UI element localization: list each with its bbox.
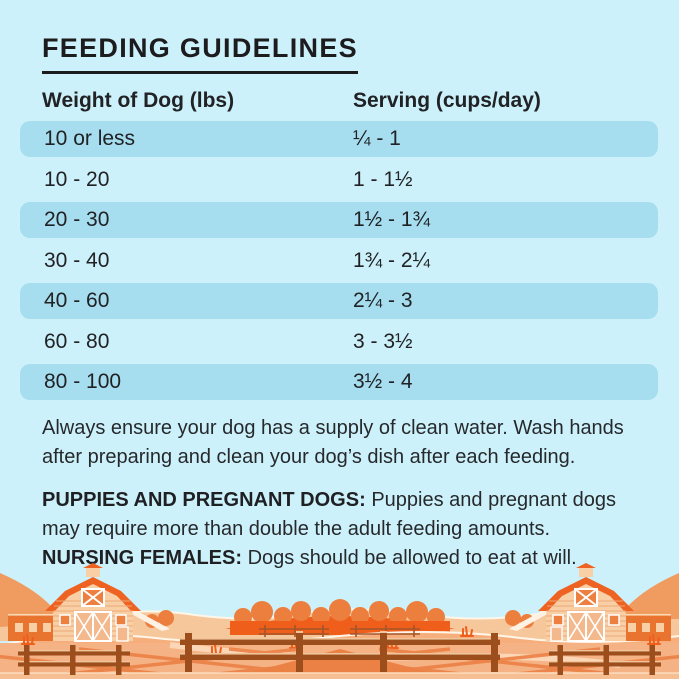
weight-cell: 10 - 20 <box>44 167 110 191</box>
table-row <box>20 283 658 319</box>
table-row <box>20 121 658 157</box>
puppies-text: Puppies and pregnant dogs may require more than double the adult feeding amounts. <box>42 489 616 540</box>
nursing-text: Dogs should be allowed to eat at will. <box>247 547 577 569</box>
weight-cell: 10 or less <box>44 127 136 150</box>
serving-cell: 1¾ - 2¼ <box>353 248 431 272</box>
table-row <box>20 364 658 400</box>
puppies-label: PUPPIES AND PREGNANT DOGS: <box>42 489 366 511</box>
table-row <box>20 324 658 360</box>
serving-cell: 1 - 1½ <box>353 167 413 191</box>
table-row <box>20 243 658 279</box>
weight-cell: 30 - 40 <box>44 248 110 272</box>
column-header-serving: Serving (cups/day) <box>353 89 541 112</box>
serving-cell: 3½ - 4 <box>353 370 413 393</box>
table-row <box>20 202 658 238</box>
column-header-weight: Weight of Dog (lbs) <box>42 89 235 112</box>
serving-cell: 1½ - 1¾ <box>353 208 431 231</box>
weight-cell: 80 - 100 <box>44 370 122 393</box>
water-note-text: Always ensure your dog has a supply of clean water. Wash hands after preparing and clean your dog’s dish after each feeding. <box>42 417 624 468</box>
serving-cell: ¼ - 1 <box>353 127 401 150</box>
farm-illustration <box>0 563 679 679</box>
page-title: FEEDING GUIDELINES <box>42 33 358 74</box>
special-feeding-notes <box>42 486 634 573</box>
table-row <box>20 162 658 198</box>
nursing-label: NURSING FEMALES: <box>42 547 242 569</box>
serving-cell: 2¼ - 3 <box>353 289 413 312</box>
feeding-table <box>20 121 658 405</box>
weight-cell: 40 - 60 <box>44 289 110 312</box>
weight-cell: 60 - 80 <box>44 329 110 353</box>
water-note <box>42 414 634 472</box>
serving-cell: 3 - 3½ <box>353 329 413 353</box>
weight-cell: 20 - 30 <box>44 208 110 231</box>
